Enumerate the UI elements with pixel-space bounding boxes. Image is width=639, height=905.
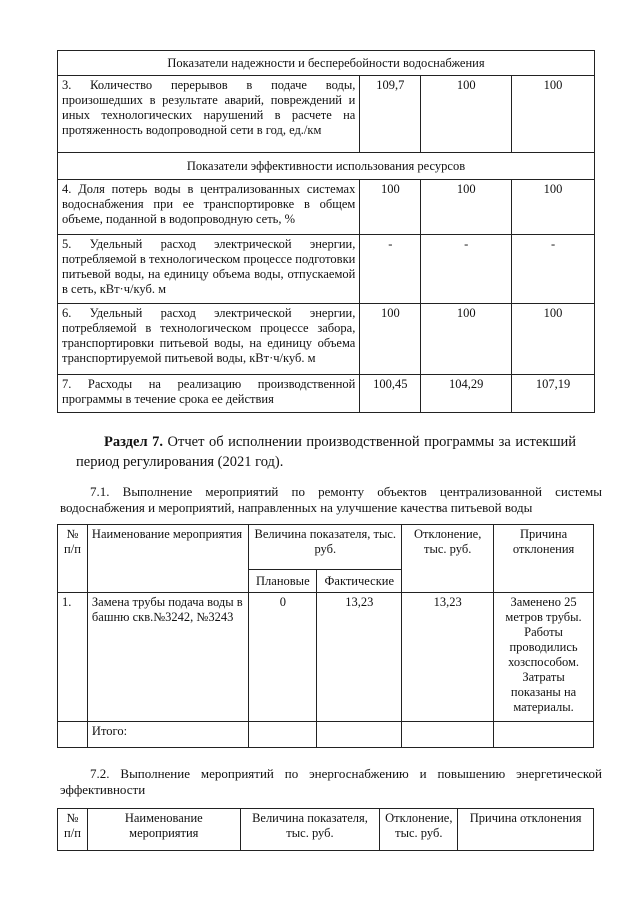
indicator-7-text: 7. Расходы на реализацию производственной программы в течение срока ее действия [58,375,360,413]
activity-deviation: 13,23 [402,593,494,722]
indicator-5-value-3: - [512,235,595,304]
energy-col-name-header: Наименование мероприятия [87,809,240,851]
section-efficiency-header: Показатели эффективности использования ресурсов [58,153,595,180]
indicator-6-value-2: 100 [421,304,512,375]
section-7-label: Раздел 7. [104,434,163,450]
col-plan-header: Плановые [249,570,317,593]
col-num-header: № п/п [58,525,88,593]
total-deviation-cell [402,722,494,748]
col-name-header: Наименование мероприятия [87,525,248,593]
indicator-7-value-2: 104,29 [421,375,512,413]
indicator-6-value-3: 100 [512,304,595,375]
section-7-title: Отчет об исполнении производственной программы за истекший период регулирования (2021 год). [76,434,577,470]
indicator-6-value-1: 100 [360,304,421,375]
energy-col-deviation-header: Отклонение, тыс. руб. [380,809,458,851]
total-plan-cell [249,722,317,748]
indicator-7-value-1: 100,45 [360,375,421,413]
total-fact-cell [317,722,402,748]
activity-num: 1. [58,593,88,722]
energy-col-value-header: Величина показателя, тыс. руб. [240,809,380,851]
total-label: Итого: [87,722,248,748]
activity-reason: Заменено 25 метров трубы. Работы проводились хозспособом. Затраты показаны на материалы. [494,593,594,722]
indicator-6-text: 6. Удельный расход электрической энергии, потребляемой в технологическом процессе забора, транспортировки питьевой воды, на единицу объема транспортируемой питьевой воды, кВт·ч/куб. м [58,304,360,375]
activities-table [57,524,594,748]
indicator-5-value-1: - [360,235,421,304]
col-deviation-header: Отклонение, тыс. руб. [402,525,494,593]
activity-plan: 0 [249,593,317,722]
indicator-4-text: 4. Доля потерь воды в централизованных системах водоснабжения при ее транспортировке в общем объеме, поданной в водопроводную сеть, % [58,180,360,235]
paragraph-7-1: 7.1. Выполнение мероприятий по ремонту объектов централизованной системы водоснабжения и мероприятий, направленных на улучшение качества питьевой воды [60,484,602,515]
energy-col-num-header: № п/п [58,809,88,851]
activity-fact: 13,23 [317,593,402,722]
energy-activities-table [57,808,594,851]
indicator-5-value-2: - [421,235,512,304]
section-reliability-header: Показатели надежности и бесперебойности водоснабжения [58,51,595,76]
indicator-3-value-2: 100 [421,76,512,153]
activity-name: Замена трубы подача воды в башню скв.№3242, №3243 [87,593,248,722]
indicator-4-value-2: 100 [421,180,512,235]
indicator-3-value-1: 109,7 [360,76,421,153]
energy-col-reason-header: Причина отклонения [458,809,594,851]
paragraph-7-2: 7.2. Выполнение мероприятий по энергоснабжению и повышению энергетической эффективности [60,766,602,797]
indicator-3-text: 3. Количество перерывов в подаче воды, произошедших в результате аварий, повреждений и иных технологических нарушений в расчете на протяженность водопроводной сети в год, ед./км [58,76,360,153]
col-fact-header: Фактические [317,570,402,593]
col-value-header: Величина показателя, тыс. руб. [249,525,402,570]
section-7-heading [48,432,576,472]
indicators-table [57,50,595,413]
indicator-4-value-3: 100 [512,180,595,235]
indicator-3-value-3: 100 [512,76,595,153]
total-num-cell [58,722,88,748]
total-reason-cell [494,722,594,748]
indicator-7-value-3: 107,19 [512,375,595,413]
indicator-5-text: 5. Удельный расход электрической энергии, потребляемой в технологическом процессе подготовки питьевой воды, на единицу объема воды, отпускаемой в сеть, кВт·ч/куб. м [58,235,360,304]
indicator-4-value-1: 100 [360,180,421,235]
col-reason-header: Причина отклонения [494,525,594,593]
